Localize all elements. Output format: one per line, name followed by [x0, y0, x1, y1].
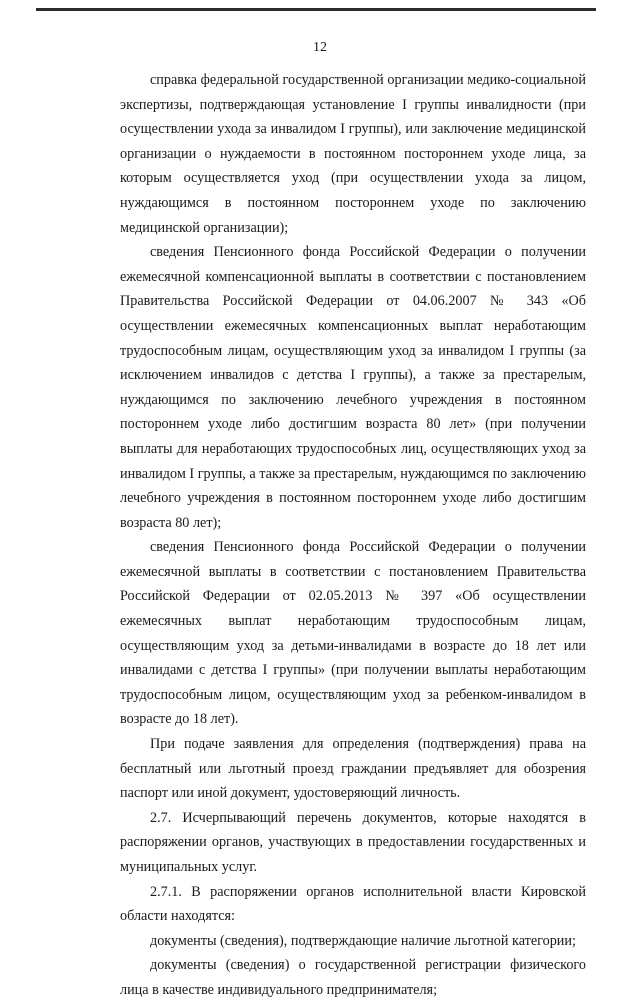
paragraph-pension-fund-monthly-payment: сведения Пенсионного фонда Российской Федерации о получении ежемесячной выплаты в соответствии с постановлением Правительства Российской Федерации от 02.05.2013 № 397 «Об осуществлении ежемесячных выплат неработающим трудоспособным лицам, осуществляющим уход за детьми-инвалидами в возрасте до 18 лет или инвалидами с детства I группы» (при получении выплаты неработающим трудоспособным лицом, осуществляющим уход за ребенком-инвалидом в возрасте до 18 лет).: [120, 539, 586, 728]
paragraph-section-2-7: 2.7. Исчерпывающий перечень документов, которые находятся в распоряжении органов, участвующих в предоставлении государственных и муниципальных услуг.: [120, 809, 586, 875]
paragraph-section-2-7-1: 2.7.1. В распоряжении органов исполнительной власти Кировской области находятся:: [120, 883, 586, 925]
document-body: [120, 68, 586, 1003]
page-number: 12: [313, 40, 327, 55]
paragraph-pension-fund-compensation: сведения Пенсионного фонда Российской Федерации о получении ежемесячной компенсационной выплаты в соответствии с постановлением Правительства Российской Федерации от 04.06.2007 № 343 «Об осуществлении ежемесячных компенсационных выплат неработающим трудоспособным лицам, осуществляющим уход за инвалидом I группы (за исключением инвалидов с детства I группы), а также за престарелым, нуждающимся по заключению лечебного учреждения в постоянном постороннем уходе либо достигшим возраста 80 лет» (при получении выплаты для неработающих трудоспособных лиц, осуществляющих уход за инвалидом I группы, а также за престарелым, нуждающимся по заключению лечебного учреждения в постоянном постороннем уходе либо достигшим возраста 80 лет);: [120, 244, 586, 531]
header-rule: [36, 8, 596, 11]
paragraph-entrepreneur-registration-docs: документы (сведения) о государственной регистрации физического лица в качестве индивидуального предпринимателя;: [120, 957, 586, 998]
paragraph-benefit-category-docs: документы (сведения), подтверждающие наличие льготной категории;: [150, 932, 576, 949]
paragraph-medical-certificate: справка федеральной государственной организации медико-социальной экспертизы, подтверждающая установление I группы инвалидности (при осуществлении ухода за инвалидом I группы), или заключение медицинской организации о нуждаемости в постоянном постороннем уходе лица, за которым осуществляется уход (при осуществлении ухода за лицом, нуждающимся в постоянном постороннем уходе по заключению медицинской организации);: [120, 72, 586, 236]
paragraph-passport-requirement: При подаче заявления для определения (подтверждения) права на бесплатный или льготный проезд граждании предъявляет для обозрения паспорт или иной документ, удостоверяющий личность.: [120, 736, 586, 802]
